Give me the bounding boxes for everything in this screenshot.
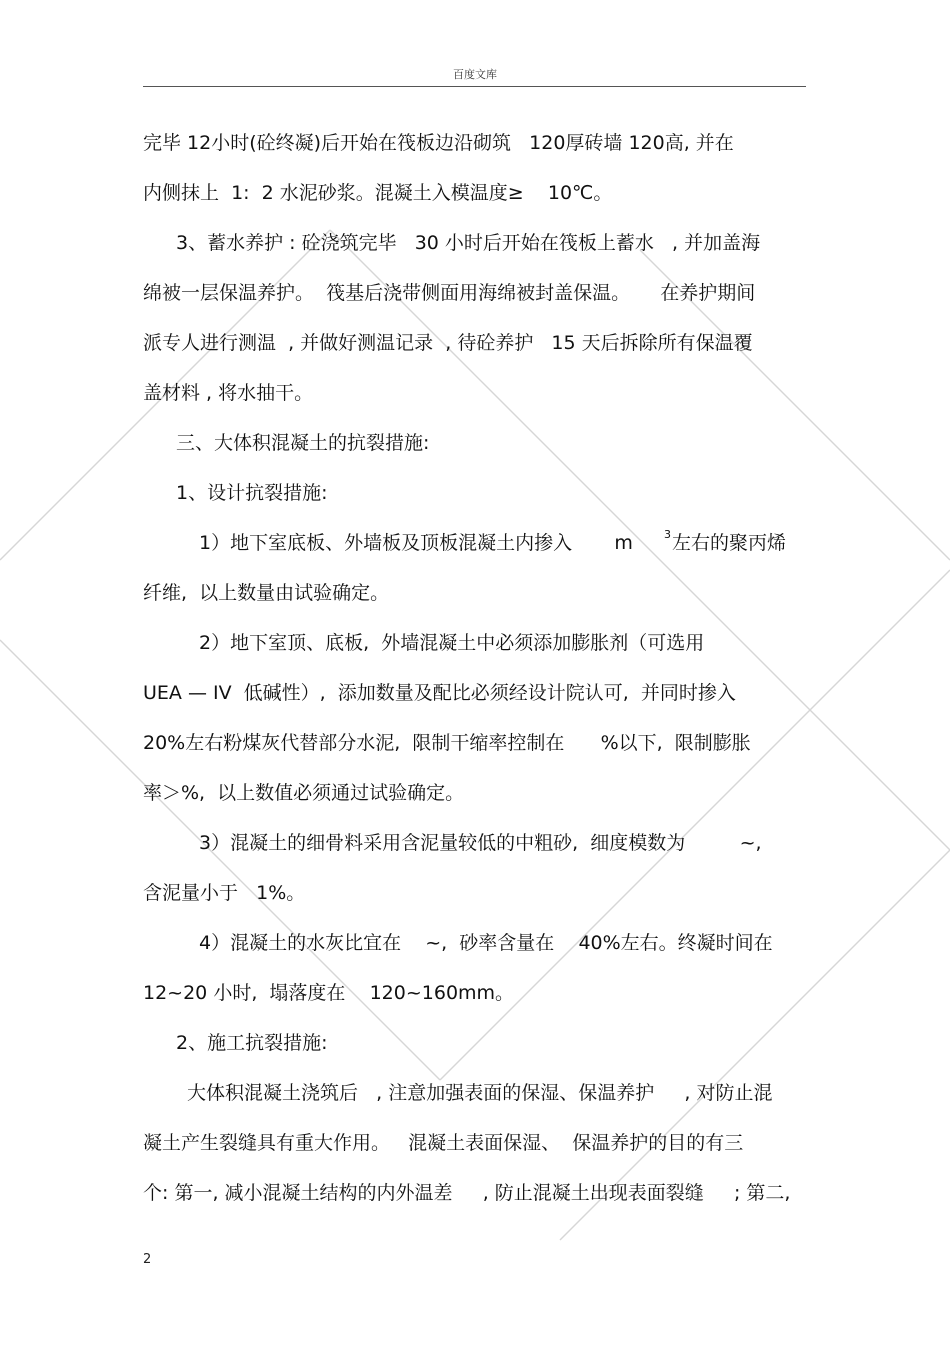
- header-divider: [143, 86, 806, 87]
- text-line: 率＞%, 以上数值必须通过试验确定。: [143, 782, 465, 804]
- text-line: 3、蓄水养护 : 砼浇筑完毕 30 小时后开始在筏板上蓄水 , 并加盖海: [176, 232, 761, 254]
- text-line: 3）混凝土的细骨料采用含泥量较低的中粗砂, 细度模数为 ~,: [199, 832, 762, 854]
- text-line: 20%左右粉煤灰代替部分水泥, 限制干缩率控制在 %以下, 限制膨胀: [143, 732, 751, 754]
- text-line: 盖材料 , 将水抽干。: [143, 382, 314, 404]
- text-line: 个: 第一, 减小混凝土结构的内外温差 , 防止混凝土出现表面裂缝 ; 第二,: [143, 1182, 791, 1204]
- text-line: 派专人进行测温 , 并做好测温记录 , 待砼养护 15 天后拆除所有保温覆: [143, 332, 753, 354]
- section-heading: 三、大体积混凝土的抗裂措施:: [176, 432, 430, 454]
- text-line: 大体积混凝土浇筑后 , 注意加强表面的保湿、保温养护 , 对防止混: [187, 1082, 773, 1104]
- text-line: 完毕 12小时(砼终凝)后开始在筏板边沿砌筑 120厚砖墙 120高, 并在: [143, 132, 734, 154]
- text-line: 纤维, 以上数量由试验确定。: [143, 582, 390, 604]
- text-line: 4）混凝土的水灰比宜在 ~, 砂率含量在 40%左右。终凝时间在: [199, 932, 773, 954]
- text-line: UEA — IV 低碱性）, 添加数量及配比必须经设计院认可, 并同时掺入: [143, 682, 736, 704]
- text-line: 含泥量小于 1%。: [143, 882, 306, 904]
- text-line: 12~20 小时, 塌落度在 120~160mm。: [143, 982, 515, 1004]
- text-line: 2）地下室顶、底板, 外墙混凝土中必须添加膨胀剂（可选用: [199, 632, 705, 654]
- subsection-heading: 2、施工抗裂措施:: [176, 1032, 328, 1054]
- header-title: 百度文库: [453, 68, 497, 81]
- subsection-heading: 1、设计抗裂措施:: [176, 482, 328, 504]
- text-line: 内侧抹上 1: 2 水泥砂浆。混凝土入模温度≥ 10℃。: [143, 182, 613, 204]
- superscript: 3: [664, 528, 671, 541]
- text-line: 绵被一层保温养护。 筏基后浇带侧面用海绵被封盖保温。 在养护期间: [143, 282, 756, 304]
- page-number: 2: [143, 1252, 152, 1267]
- text-line: 凝土产生裂缝具有重大作用。 混凝土表面保湿、 保温养护的目的有三: [143, 1132, 744, 1154]
- text-line: 1）地下室底板、外墙板及顶板混凝土内掺入 m 3 左右的聚丙烯: [0, 528, 950, 558]
